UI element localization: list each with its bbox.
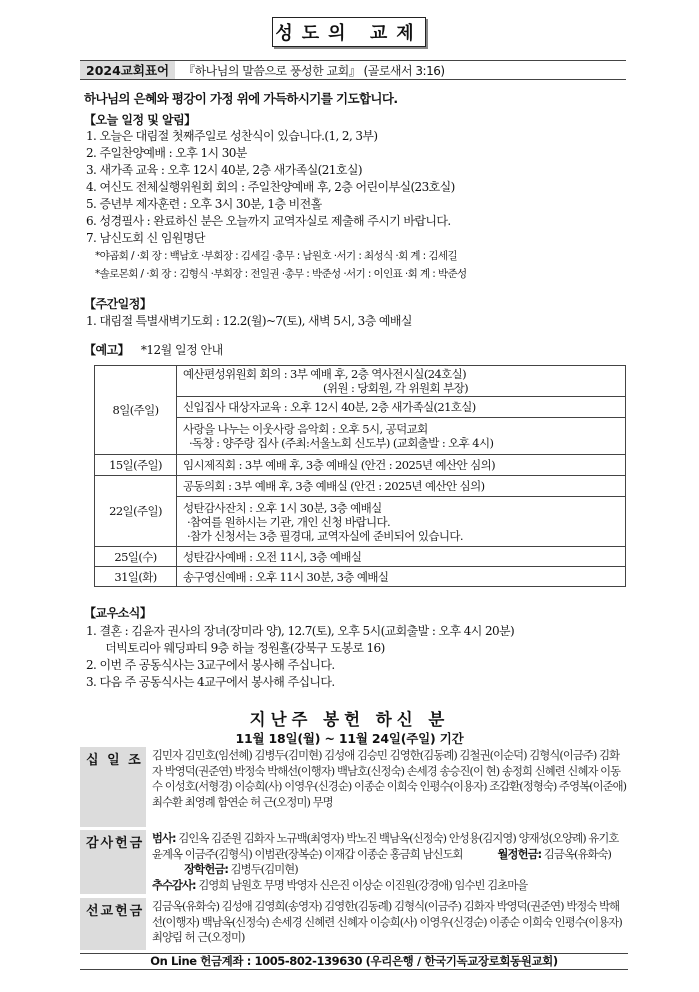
thanks-block (80, 830, 628, 894)
today-item: 6. 성경필사 : 완료하신 분은 오늘까지 교역자실로 제출해 주시기 바랍니다. (86, 214, 451, 228)
december-schedule-table (94, 365, 626, 587)
schedule-event (177, 366, 626, 397)
motto-text: 『하나님의 말씀으로 풍성한 교회』 (골로새서 3:16) (183, 63, 445, 78)
today-item: 7. 남신도회 신 임원명단 (86, 231, 205, 245)
event-line: 신입집사 대상자교육 : 오후 12시 40분, 2층 새가족실(21호실) (183, 400, 476, 414)
schedule-date: 22일(주일) (95, 476, 177, 547)
schedule-event (177, 476, 626, 497)
mission-label: 선교헌금 (80, 898, 146, 950)
event-line: 송구영신예배 : 오후 11시 30분, 3층 예배실 (183, 569, 389, 584)
event-line: 예산편성위원회 회의 : 3부 예배 후, 2층 역사전시실(24호실) (183, 367, 467, 381)
thanks-names (152, 831, 628, 893)
members-heading: 【교우소식】 (84, 606, 152, 620)
members-item: 2. 이번 주 공동식사는 3교구에서 봉사해 주십니다. (86, 658, 335, 672)
event-line: ·참여를 원하시는 기관, 개인 신청 바랍니다. (187, 514, 391, 529)
schedule-event (177, 547, 626, 567)
thanks-name-list: 남신도회 (422, 847, 463, 861)
motto-bar (80, 60, 626, 80)
today-item: 1. 오늘은 대림절 첫째주일로 성찬식이 있습니다.(1, 2, 3부) (86, 129, 378, 143)
today-heading: 【오늘 일정 및 알림】 (84, 113, 196, 127)
officer-line: *솔로몬회 / ·회 장 : 김형식 ·부회장 : 전일권 ·총무 : 박준성 ·서기 : 이인표 ·회 계 : 박준성 (95, 268, 467, 280)
event-line: 성탄감사예배 : 오전 11시, 3층 예배실 (183, 549, 362, 564)
weekly-heading: 【주간일정】 (84, 297, 152, 311)
offerings-period: 11월 18일(월) ~ 11월 24일(주일) 기간 (235, 731, 464, 746)
table-row (95, 567, 626, 587)
thanks-name-list: 김인옥 김준원 김화자 노규백(최영자) 박노진 백남옥(신정숙) 안성용(김지영) 양재성(오양례) 유기호 윤계옥 이금주(김형식) 이범관(장복순) 이재갑 이종순 홍금희 (152, 832, 619, 861)
thanks-label: 감사헌금 (80, 830, 146, 894)
event-line: 성탄감사잔치 : 오후 1시 30분, 3층 예배실 (183, 500, 382, 515)
event-line: 임시제직회 : 3부 예배 후, 3층 예배실 (안건 : 2025년 예산안 심의) (183, 458, 495, 472)
table-row (95, 547, 626, 567)
schedule-event (177, 497, 626, 547)
today-item: 5. 증년부 제자훈련 : 오후 3시 30분, 1층 비전홀 (86, 197, 322, 211)
schedule-date: 25일(수) (95, 547, 177, 567)
schedule-date: 15일(주일) (95, 455, 177, 476)
members-item: 3. 다음 주 공동식사는 4교구에서 봉사해 주십니다. (86, 675, 335, 689)
mission-block (80, 898, 628, 950)
tithe-block (80, 747, 628, 827)
scholar-names: 김병두(김미현) (230, 863, 298, 876)
officer-line: *야곱회 / ·회 장 : 백남호 ·부회장 : 김세길 ·총무 : 남원호 ·서기 : 최성식 ·회 계 : 김세길 (95, 250, 457, 262)
table-row (95, 476, 626, 497)
notice-heading-text: 【예고】 (84, 343, 130, 357)
scholar-label: 장학헌금: (184, 863, 228, 876)
monthly-names: 김금옥(유화숙) (543, 847, 612, 861)
mission-names: 김금옥(유화숙) 김성애 김영희(송영자) 김영한(김동례) 김형식(이금주) 김화자 박영덕(권준연) 박정숙 박해선(이행자) 백남옥(신정숙) 손세경 신혜련 신혜자 이승희(사) 이영우(신경순) 이종순 이희숙 인평수(이용자) 최양림 허 근(오정미) (152, 900, 622, 944)
schedule-date: 31일(화) (95, 567, 177, 587)
table-row (95, 366, 626, 397)
members-item: 1. 결혼 : 김윤자 권사의 장녀(장미라 양), 12.7(토), 오후 5시(교회출발 : 오후 4시 20분) (86, 624, 515, 638)
today-item: 3. 새가족 교육 : 오후 12시 40분, 2층 새가족실(21호실) (86, 163, 362, 177)
harvest-names: 김영희 남원호 무명 박영자 신은진 이상순 이진원(강경애) 임수빈 김초마을 (198, 878, 528, 892)
schedule-event (177, 567, 626, 587)
tithe-names: 김민자 김민호(임선혜) 김병두(김미현) 김성애 김승민 김영한(김동례) 김철권(이순덕) 김형식(이금주) 김화자 박영덕(권준연) 박정숙 박해선(이행자) 백남호(신정숙) 손세경 송승진(이 현) 송정희 신혜련 신혜자 이동수 이성호(서형경) 이승희(사) 이영우(신경순) 이종순 이희숙 인평수(이용자) 조갑환(정형숙) 주영복(이준애) 최수환 최영례 함연순 허 근(오정미) 무명 (152, 749, 627, 809)
event-line: (위원 : 당회원, 각 위원회 부장) (323, 381, 468, 395)
schedule-event (177, 418, 626, 455)
online-account-footer: On Line 헌금계좌 : 1005-802-139630 (우리은행 / 한국기독교장로회동원교회) (80, 953, 628, 970)
event-line: 사랑을 나누는 이웃사랑 음악회 : 오후 5시, 공덕교회 (183, 422, 428, 436)
offerings-title: 지난주 봉헌 하신 분 (249, 710, 450, 729)
weekly-item: 1. 대림절 특별새벽기도회 : 12.2(월)~7(토), 새벽 5시, 3층 예배실 (86, 314, 412, 328)
harvest-label: 추수감사: (152, 878, 196, 892)
thanks-prefix: 범사: (152, 832, 176, 845)
tithe-label: 십 일 조 (80, 747, 146, 827)
schedule-event (177, 397, 626, 418)
monthly-label: 월정헌금: (497, 847, 542, 861)
table-row (95, 455, 626, 476)
today-item: 4. 여신도 전체실행위원회 회의 : 주일찬양예배 후, 2층 어린이부실(23호실) (86, 180, 455, 194)
notice-note: *12월 일정 안내 (140, 343, 223, 357)
event-line: 공동의회 : 3부 예배 후, 3층 예배실 (안건 : 2025년 예산안 심의) (183, 479, 485, 493)
motto-label: 2024교회표어 (80, 61, 175, 79)
schedule-date: 8일(주일) (95, 366, 177, 455)
event-line: ·참가 신청서는 3층 필경대, 교역자실에 준비되어 있습니다. (187, 528, 463, 543)
greeting: 하나님의 은혜와 평강이 가정 위에 가득하시기를 기도합니다. (84, 91, 398, 106)
page-title: 성도의 교제 (272, 17, 426, 47)
today-item: 2. 주일찬양예배 : 오후 1시 30분 (86, 146, 247, 160)
notice-heading (84, 341, 223, 358)
schedule-event (177, 455, 626, 476)
event-line: ·독창 : 양주랑 집사 (주최:서울노회 신도부) (교회출발 : 오후 4시) (189, 436, 494, 450)
members-item: 더빅토리아 웨딩파티 9층 하늘 정원홀(강북구 도봉로 16) (86, 641, 385, 655)
